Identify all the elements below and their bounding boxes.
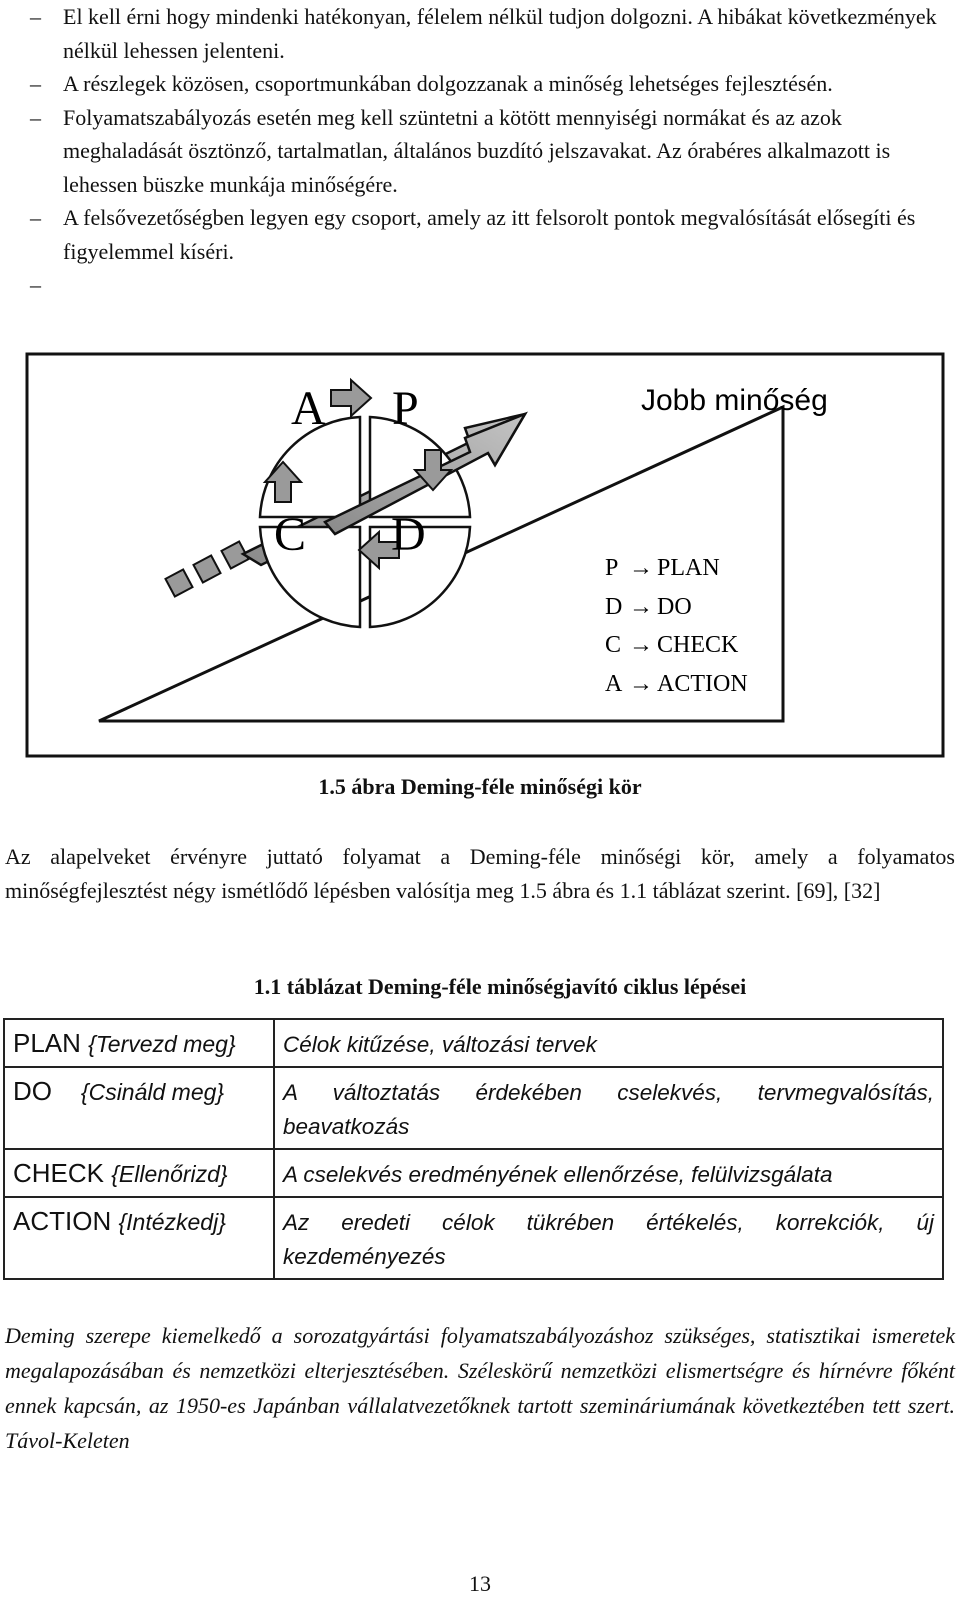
page-number: 13 <box>469 1571 491 1596</box>
list-item <box>30 101 945 202</box>
step-description: Az eredeti célok tükrében értékelés, korrekciók, új kezdeményezés <box>274 1197 943 1279</box>
legend-word: ACTION <box>657 671 748 697</box>
legend-word: DO <box>657 594 692 620</box>
legend-letter: C <box>605 632 622 658</box>
table-row <box>4 1197 943 1279</box>
list-item <box>30 201 945 268</box>
table-row <box>4 1019 943 1067</box>
legend-letter: P <box>605 555 619 581</box>
step-cell <box>4 1019 274 1067</box>
pdca-steps-table <box>3 1018 944 1280</box>
list-item <box>30 0 945 67</box>
dash-bullet: – <box>30 272 41 297</box>
arrow-right-icon: → <box>629 555 653 581</box>
arrow-right-icon: → <box>629 671 653 697</box>
table-row <box>4 1067 943 1149</box>
list-item <box>30 67 945 101</box>
quadrant-p-label: P <box>392 382 419 435</box>
table-caption: 1.1 táblázat Deming-féle minőségjavító ciklus lépései <box>253 974 747 999</box>
step-name: ACTION <box>13 1206 112 1236</box>
arrow-right-icon: → <box>629 594 653 620</box>
principles-list <box>30 0 945 297</box>
step-hungarian: {Csináld meg} <box>80 1079 225 1105</box>
quadrant-a-label: A <box>291 382 326 435</box>
step-name: PLAN <box>13 1028 81 1058</box>
quadrant-c-label: C <box>274 508 307 561</box>
figure-caption: 1.5 ábra Deming-féle minőségi kör <box>318 774 642 799</box>
deming-cycle-figure <box>25 352 945 758</box>
list-item-text: A részlegek közösen, csoportmunkában dolgozzanak a minőség lehetséges fejlesztésén. <box>63 71 833 96</box>
step-name: DO <box>13 1076 52 1106</box>
list-item-text: A felsővezetőségben legyen egy csoport, amely az itt felsorolt pontok megvalósítását elősegíti és figyelemmel kíséri. <box>63 205 916 264</box>
better-quality-label: Jobb minőség <box>641 384 828 417</box>
legend-letter: D <box>605 594 623 620</box>
arrow-right-icon: → <box>629 632 653 658</box>
step-description: A cselekvés eredményének ellenőrzése, felülvizsgálata <box>274 1149 943 1197</box>
step-hungarian: {Ellenőrizd} <box>111 1161 228 1187</box>
step-cell <box>4 1067 274 1149</box>
body-paragraph: Az alapelveket érvényre juttató folyamat a Deming-féle minőségi kör, amely a folyamatos minőségfejlesztést négy ismétlődő lépésben valósítja meg 1.5 ábra és 1.1 táblázat szerint. [69], [32] <box>5 844 955 903</box>
dash-bullet: – <box>30 205 41 230</box>
cycle-arrow-a-to-p <box>331 380 371 416</box>
italic-paragraph: Deming szerepe kiemelkedő a sorozatgyártási folyamatszabályozáshoz szükséges, statisztikai ismeretek megalapozásában és nemzetközi elterjesztésében. Széleskörű nemzetközi elismertségre és hírnévre főként ennek kapcsán, az 1950-es Japánban vállalatvezetőknek tartott szemináriumának következtében tett szert. Távol-Keleten <box>5 1323 955 1453</box>
legend-word: PLAN <box>657 555 720 581</box>
legend-word: CHECK <box>657 632 739 658</box>
dash-bullet: – <box>30 4 41 29</box>
trailing-squares <box>165 541 248 596</box>
table-row <box>4 1149 943 1197</box>
step-cell <box>4 1149 274 1197</box>
deming-cycle-diagram <box>25 352 945 758</box>
step-hungarian: {Intézkedj} <box>118 1209 226 1235</box>
list-item-text: Folyamatszabályozás esetén meg kell szüntetni a kötött mennyiségi normákat és az azok meghaladását ösztönző, tartalmatlan, általános buzdító jelszavakat. Az órabéres alkalmazott is lehessen büszke munkája minőségére. <box>63 104 891 197</box>
step-description: A változtatás érdekében cselekvés, tervmegvalósítás, beavatkozás <box>274 1067 943 1149</box>
step-name: CHECK <box>13 1158 105 1188</box>
step-hungarian: {Tervezd meg} <box>88 1031 236 1057</box>
pdca-legend <box>605 555 748 697</box>
quadrant-d-label: D <box>391 508 426 561</box>
dash-bullet: – <box>30 104 41 130</box>
step-cell <box>4 1197 274 1279</box>
list-item-text: El kell érni hogy mindenki hatékonyan, félelem nélkül tudjon dolgozni. A hibákat következmények nélkül lehessen jelenteni. <box>63 4 937 63</box>
dash-bullet: – <box>30 71 41 96</box>
legend-letter: A <box>605 671 623 697</box>
step-description: Célok kitűzése, változási tervek <box>274 1019 943 1067</box>
